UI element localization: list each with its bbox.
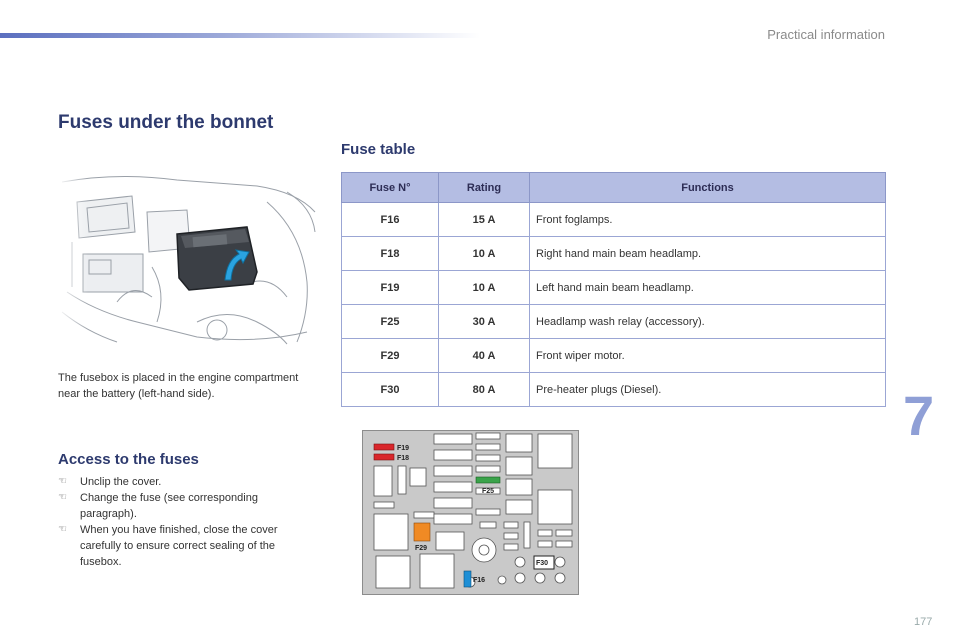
fuse-f18-marker bbox=[374, 454, 394, 460]
function-cell: Front wiper motor. bbox=[530, 339, 886, 373]
engine-compartment-illustration bbox=[57, 172, 317, 346]
function-cell: Headlamp wash relay (accessory). bbox=[530, 305, 886, 339]
function-cell: Front foglamps. bbox=[530, 203, 886, 237]
function-cell: Left hand main beam headlamp. bbox=[530, 271, 886, 305]
access-heading: Access to the fuses bbox=[58, 451, 199, 468]
fuse-cell: F25 bbox=[342, 305, 439, 339]
rating-cell: 10 A bbox=[439, 271, 530, 305]
rating-cell: 80 A bbox=[439, 373, 530, 407]
fuse-f29-marker bbox=[414, 523, 430, 541]
rating-cell: 15 A bbox=[439, 203, 530, 237]
table-header-row bbox=[342, 173, 886, 203]
table-row bbox=[342, 203, 886, 237]
function-cell: Pre-heater plugs (Diesel). bbox=[530, 373, 886, 407]
list-item: ☜ Change the fuse (see corresponding paragraph). bbox=[58, 492, 258, 520]
column-header-functions: Functions bbox=[530, 173, 886, 203]
list-item: ☜ Unclip the cover. bbox=[58, 476, 162, 488]
label-f30: F30 bbox=[536, 560, 549, 567]
label-f18: F18 bbox=[397, 455, 410, 462]
fuse-cell: F30 bbox=[342, 373, 439, 407]
fuse-table-heading: Fuse table bbox=[341, 141, 416, 158]
function-cell: Right hand main beam headlamp. bbox=[530, 237, 886, 271]
fuse-table bbox=[341, 172, 886, 407]
page-title: Fuses under the bonnet bbox=[58, 112, 274, 133]
fuse-cell: F18 bbox=[342, 237, 439, 271]
label-f16: F16 bbox=[473, 577, 486, 584]
table-row bbox=[342, 237, 886, 271]
rating-cell: 30 A bbox=[439, 305, 530, 339]
table-row bbox=[342, 373, 886, 407]
table-row bbox=[342, 305, 886, 339]
fusebox-layout-diagram bbox=[362, 430, 579, 595]
fuse-f19-marker bbox=[374, 444, 394, 450]
rating-cell: 10 A bbox=[439, 237, 530, 271]
header-gradient-bar bbox=[0, 33, 480, 38]
fuse-cell: F29 bbox=[342, 339, 439, 373]
label-f19: F19 bbox=[397, 445, 410, 452]
section-title: Practical information bbox=[767, 27, 885, 42]
fuse-f25-marker bbox=[476, 477, 500, 483]
access-steps-list bbox=[58, 474, 313, 570]
fuse-f16-marker bbox=[464, 571, 471, 587]
fuse-cell: F16 bbox=[342, 203, 439, 237]
label-f25: F25 bbox=[482, 488, 495, 495]
table-row bbox=[342, 339, 886, 373]
chapter-number: 7 bbox=[903, 384, 935, 447]
fuse-cell: F19 bbox=[342, 271, 439, 305]
table-row bbox=[342, 271, 886, 305]
fusebox-location-caption: The fusebox is placed in the engine compartment near the battery (left-hand side). bbox=[58, 372, 299, 400]
column-header-fuse: Fuse N° bbox=[342, 173, 439, 203]
bullet-icon: ☜ bbox=[58, 524, 67, 535]
list-item: ☜ When you have finished, close the cover carefully to ensure correct sealing of the fusebox. bbox=[58, 524, 278, 568]
bullet-icon: ☜ bbox=[58, 476, 67, 487]
rating-cell: 40 A bbox=[439, 339, 530, 373]
bullet-icon: ☜ bbox=[58, 492, 67, 503]
column-header-rating: Rating bbox=[439, 173, 530, 203]
label-f29: F29 bbox=[415, 545, 428, 552]
page-number: 177 bbox=[914, 616, 933, 628]
